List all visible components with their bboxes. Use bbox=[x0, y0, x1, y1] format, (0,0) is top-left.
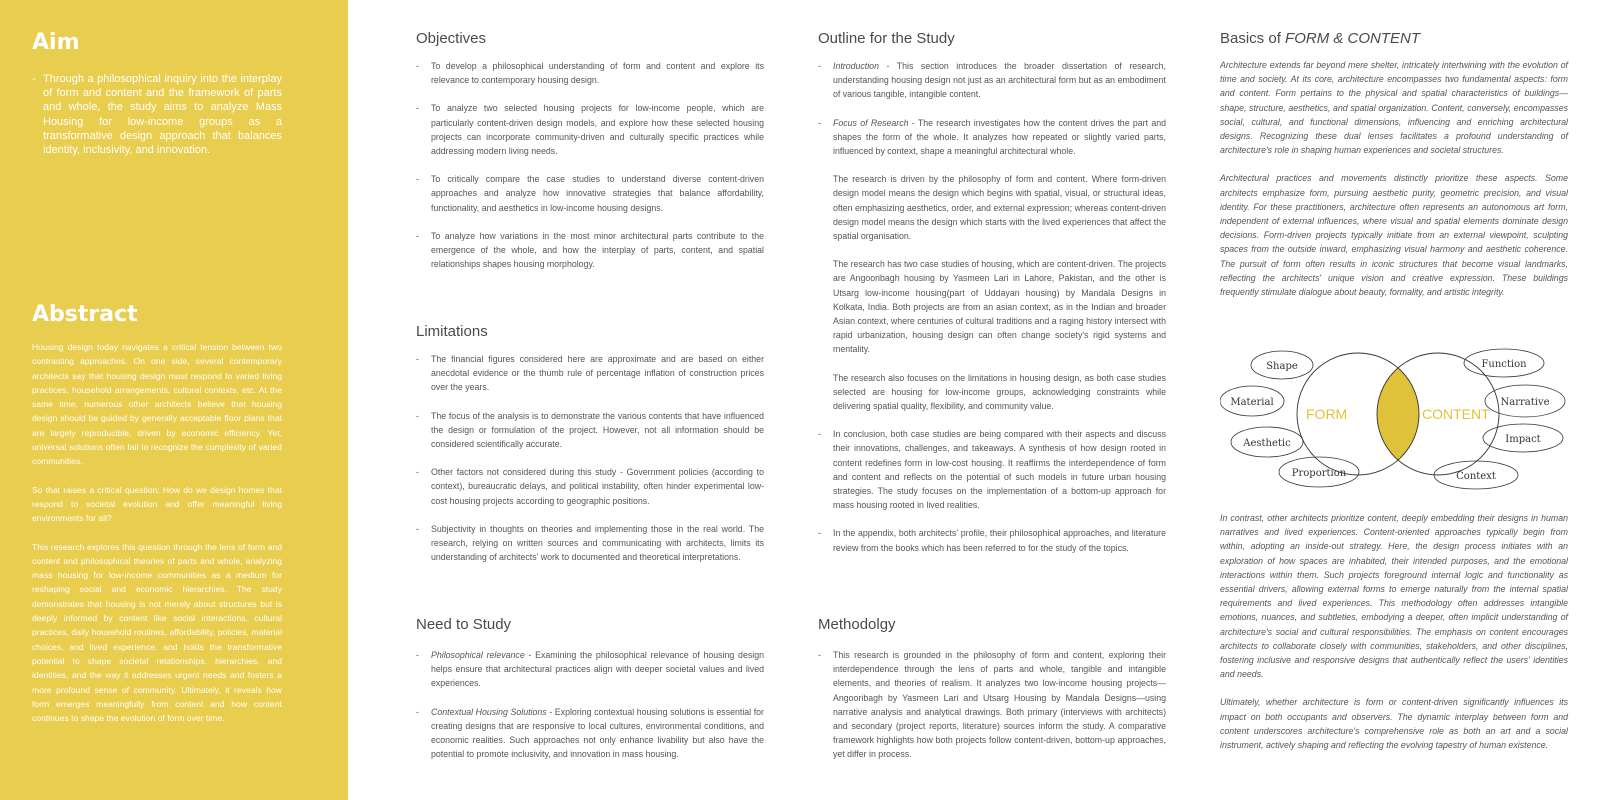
outline-title: Outline for the Study bbox=[818, 30, 955, 47]
objective-item: - To analyze two selected housing projects for low-income people, which are particularly content-driven design models, and explore how these selected housing projects can incorporate community-driven and culturally specific practices while addressing modern living needs. bbox=[416, 103, 764, 157]
limitation-item: - Other factors not considered during this study - Government policies (according to context), bureaucratic delays, and political instability, often hinder experimental low-cost housing projects according to geographic positions. bbox=[416, 467, 764, 506]
content-item: Function bbox=[1481, 359, 1527, 370]
objective-item: - To develop a philosophical understanding of form and content and explore its relevance to contemporary housing design. bbox=[416, 61, 764, 86]
abstract-paragraph: Housing design today navigates a critical tension between two contrasting approaches. On one side, several contemporary architects say that housing design must respond to varied living practices, household arrangements, cultural contexts, etc. At the same time, numerous other architects believe that housing design should be guided by generally acceptable floor plans that are largely reproducible, driven by economic efficiency. Yet, universal solutions often fail to recognize the complexity of varied communities. bbox=[32, 342, 282, 467]
aim-title: Aim bbox=[32, 30, 80, 55]
limitation-item: - The focus of the analysis is to demonstrate the various contents that have influenced the design or formulation of the project. However, not all information should be considered scientifically accurate. bbox=[416, 410, 764, 450]
limitation-item: - Subjectivity in thoughts on theories and implementing those in the real world. The research, relying on written sources and communicating with architects, limits its understanding of architects' work to documented and theoretical interpretations. bbox=[416, 523, 764, 563]
content-item: Impact bbox=[1505, 434, 1541, 445]
methodology-item: - This research is grounded in the philosophy of form and content, exploring their interdependence through the lens of parts and whole, tangible and intangible elements, and theories of realism. It analyzes two low-income housing projects—Angooribagh by Yasmeen Lari and Utsarg Housing by Mandala Designs—using narrative analysis and analytical drawings. Both primary (interviews with architects) and secondary (project reports, literature) sources inform the study. A comparative framework highlights how both projects follow content-driven, bottom-up approaches, yet differ in process. bbox=[818, 650, 1166, 760]
outline-item: - In conclusion, both case studies are being compared with their aspects and discuss their innovations, challenges, and takeaways. A synthesis of how design rooted in content redefines form in low-cost housing. It reaffirms the interdependence of form and content and reflects on the potential of such models in future urban housing strategies. The study focuses on the implementation of a bottom-up approach for mass housing rooted in lived realities. bbox=[818, 429, 1166, 511]
objectives-title: Objectives bbox=[416, 30, 487, 47]
abstract-body bbox=[32, 340, 282, 739]
outline-item: - Introduction - This section introduces the broader dissertation of research, understanding housing design not just as an architectural form but as an embodiment of various tangible, intangible content. bbox=[818, 61, 1166, 100]
outline-paragraph: The research also focuses on the limitations in housing design, as both case studies selected are housing for low-income groups, acknowledging constraints while delivering spatial quality, flexibility, and community value. bbox=[833, 372, 1166, 412]
basics-paragraph: Architectural practices and movements distinctly prioritize these aspects. Some architects emphasize form, pursuing aesthetic purity, geometric precision, and visual identity. For these practitioners, architecture often represents an autonomous art form, independent of external influences, where visual and spatial elements dominate design decisions. Form-driven projects typically initiate from an external viewpoint, sculpting spaces from the outside inward, emphasizing visual harmony and aesthetic coherence. The pursuit of form often results in iconic structures that become visual landmarks, reflecting the architects' unique vision and creative expression. These buildings frequently stimulate dialogue about beauty, formality, and artistic integrity. bbox=[1220, 173, 1568, 298]
objective-item: - To critically compare the case studies to understand diverse content-driven approaches and analyze how innovative strategies that balance affordability, functionality, and aesthetics in low-income housing designs. bbox=[416, 174, 764, 213]
need-item: - Philosophical relevance - Examining the philosophical relevance of housing design helps ensure that architectural practices align with deeper societal values and lived experiences. bbox=[416, 650, 764, 689]
form-item: Material bbox=[1230, 397, 1274, 408]
basics-bottom-text bbox=[1220, 511, 1568, 766]
outline-paragraph: The research has two case studies of housing, which are content-driven. The projects are Angooribagh housing by Yasmeen Lari in Lahore, Pakistan, and the other is Utsarg low-income housing(part of Uddayan housing) by Mandala Designs in Kolkata, India. Both projects are from an asian context, as in the Indian and broader Asian context, where centuries of cultural traditions and a raging history intersect with rapid urbanization, housing design can often change society's rigid systems and mentality. bbox=[833, 259, 1166, 355]
aim-list bbox=[32, 72, 282, 157]
objectives-list bbox=[416, 59, 764, 285]
form-label: FORM bbox=[1306, 406, 1348, 422]
outline-paragraph: The research is driven by the philosophy of form and content. Where form-driven design model means the design which begins with spatial, visual, or structural ideas, often emphasizing aesthetics, order, and external expression; whereas content-driven design model means the design which starts with the lived experiences that affect the spatial organisation. bbox=[833, 174, 1167, 242]
need-title: Need to Study bbox=[416, 616, 512, 633]
need-item: - Contextual Housing Solutions - Exploring contextual housing solutions is essential for creating designs that are responsive to local cultures, environmental conditions, and economic realities. Such approaches not only enhance livability but also have the potential to promote inclusivity, and innovation in mass housing. bbox=[416, 706, 764, 760]
abstract-paragraph: This research explores this question through the lens of form and content and philosophical theories of parts and whole, analyzing mass housing for low-income communities as a medium for reshaping social and economic hierarchies. The study demonstrates that housing is not merely about structures but is deeply informed by content like social interactions, cultural practices, daily household routines, affordability, policies, material choices, and lived experience, and holds the transformative potential to shape societal relationships, hierarchies, and identities, and the way it addresses urgent needs and fosters a more profound sense of community. Ultimately, it reveals how form emerges meaningfully from content and how content continues to shape the evolution of form over time. bbox=[32, 541, 282, 724]
form-item: Proportion bbox=[1291, 468, 1347, 479]
venn-svg bbox=[1220, 338, 1568, 490]
limitations-title: Limitations bbox=[416, 323, 488, 340]
content-item: Context bbox=[1456, 471, 1496, 482]
methodology-title: Methodolgy bbox=[818, 616, 896, 633]
content-label: CONTENT bbox=[1422, 406, 1490, 422]
form-content-venn-diagram bbox=[1220, 338, 1568, 490]
outline-item: - In the appendix, both architects' profile, their philosophical approaches, and literature review from the books which has been referred to for the study of the topics. bbox=[818, 528, 1166, 553]
content-item: Narrative bbox=[1500, 397, 1550, 408]
objective-item: - To analyze how variations in the most minor architectural parts contribute to the emergence of the whole, and how the interplay of parts, content, and spatial relationships shapes housing morphology. bbox=[416, 230, 764, 270]
basics-paragraph: In contrast, other architects prioritize content, deeply embedding their designs in human narratives and lived experiences. Content-oriented approaches typically begin from within, adopting an inside-out strategy. Here, the design process initiates with an exploration of how spaces are inhabited, their intended purposes, and the emotional interactions within them. Such projects foreground internal logic and functionality as essential drivers, allowing external forms to emerge naturally from the internal spatial requirements and lived experiences. This methodology often addresses intangible emotions, nuances, and subtleties, embodying a deeper, often implicit understanding of architecture's social and cultural responsibilities. The emphasis on content encourages architects to collaborate closely with communities, stakeholders, and other disciplines, fostering inclusive and responsive designs that authentically reflect the users' identities and needs. bbox=[1220, 513, 1568, 680]
limitations-list bbox=[416, 352, 764, 578]
form-item: Shape bbox=[1266, 361, 1298, 372]
basics-top-text bbox=[1220, 58, 1568, 313]
outline-list bbox=[818, 59, 1166, 569]
methodology-list bbox=[818, 648, 1166, 776]
outline-item: - Focus of Research - The research investigates how the content drives the part and shapes the form of the whole. It analyzes how repeated or slightly varied parts, influenced by context, shape a meaningful architectural whole. bbox=[818, 117, 1166, 157]
abstract-title: Abstract bbox=[32, 302, 138, 327]
form-item: Aesthetic bbox=[1243, 438, 1291, 449]
aim-item: - Through a philosophical inquiry into the interplay of form and content and the framework of parts and whole, the study aims to analyze Mass Housing for low-income groups as a transformative design approach that balances identity, inclusivity, and innovation. bbox=[32, 73, 282, 157]
need-list bbox=[416, 648, 764, 775]
basics-paragraph: Architecture extends far beyond mere shelter, intricately intertwining with the evolution of time and society. At its core, architecture encompasses two fundamental aspects: form and content. Form pertains to the physical and spatial characteristics of buildings—shape, structure, aesthetics, and spatial organization. Content, conversely, encompasses social, cultural, and functional dimensions, influencing and enriching architectural designs. Recognizing these dual lenses facilitates a profound understanding of architecture's role in shaping human experiences and societal structures. bbox=[1220, 60, 1568, 156]
basics-title: Basics of FORM & CONTENT bbox=[1220, 30, 1421, 47]
abstract-paragraph: So that raises a critical question: How do we design homes that respond to societal evolution and offer meaningful living environments for all? bbox=[32, 484, 282, 524]
basics-paragraph: Ultimately, whether architecture is form or content-driven significantly influences its impact on both occupants and observers. The dynamic interplay between form and content underscores architecture's comprehensive role as both an art and a social instrument, actively shaping and reflecting the evolving tapestry of human existence. bbox=[1220, 697, 1568, 751]
limitation-item: - The financial figures considered here are approximate and are based on either anecdotal evidence or the thumb rule of percentage inflation of construction prices over the years. bbox=[416, 354, 764, 393]
